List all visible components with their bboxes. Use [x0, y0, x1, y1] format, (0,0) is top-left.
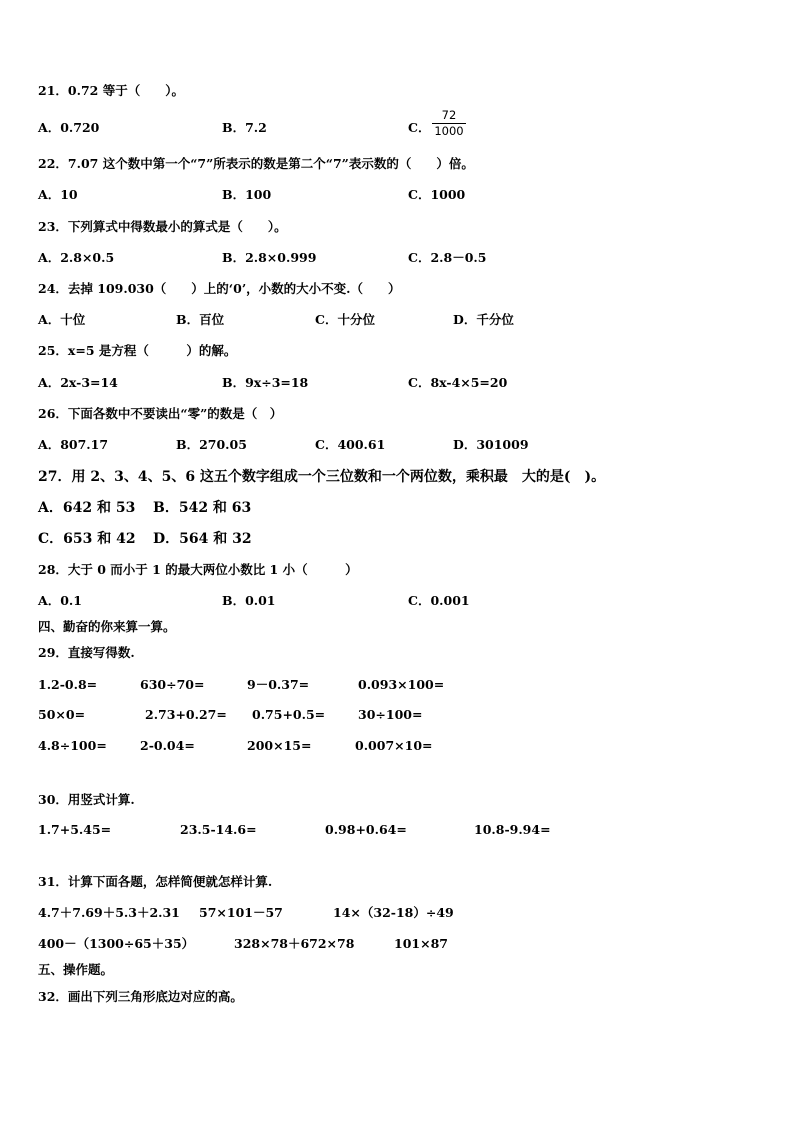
q27-option-c: C．653 和 42: [38, 531, 136, 547]
q31-item: 4.7＋7.69＋5.3＋2.31: [38, 905, 180, 920]
q27-option-b: B．542 和 63: [153, 500, 252, 516]
section-four-heading: 四、勤奋的你来算一算。: [38, 619, 176, 634]
q29-item: 200×15=: [247, 738, 312, 753]
q31-item: 328×78＋672×78: [234, 936, 355, 951]
q25-option-a: A．2x-3=14: [38, 375, 118, 390]
q27-option-a: A．642 和 53: [38, 500, 136, 516]
q24-option-a: A．十位: [38, 312, 86, 327]
q26-option-b: B．270.05: [176, 437, 247, 452]
q29-item: 0.007×10=: [355, 738, 433, 753]
q29-item: 30÷100=: [358, 707, 423, 722]
q29-item: 1.2-0.8=: [38, 677, 98, 692]
q30-stem: 30．用竖式计算.: [38, 792, 135, 807]
q28-option-a: A．0.1: [38, 593, 82, 608]
fraction-denominator: 1000: [434, 124, 464, 138]
q25-option-c: C．8x-4×5=20: [408, 375, 508, 390]
q21-option-c-fraction: [432, 109, 466, 138]
q29-stem: 29．直接写得数.: [38, 645, 135, 660]
q28-option-b: B．0.01: [222, 593, 276, 608]
q22-option-a: A．10: [38, 187, 78, 202]
section-five-heading: 五、操作题。: [38, 962, 114, 977]
q25-option-b: B．9x÷3=18: [222, 375, 309, 390]
q30-item: 10.8-9.94=: [474, 822, 551, 837]
q25-stem: 25．x=5 是方程（ ）的解。: [38, 343, 237, 358]
q30-item: 1.7+5.45=: [38, 822, 112, 837]
q29-item: 2.73+0.27=: [145, 707, 227, 722]
q23-option-b: B．2.8×0.999: [222, 250, 317, 265]
q31-item: 101×87: [394, 936, 448, 951]
q31-item: 57×101－57: [199, 905, 283, 920]
q24-option-b: B．百位: [176, 312, 225, 327]
q22-option-b: B．100: [222, 187, 272, 202]
q29-item: 0.093×100=: [358, 677, 445, 692]
q29-item: 4.8÷100=: [38, 738, 107, 753]
q30-item: 0.98+0.64=: [325, 822, 407, 837]
q21-stem: 21．0.72 等于（ ）。: [38, 83, 184, 98]
fraction-numerator: 72: [441, 108, 457, 122]
q26-stem: 26．下面各数中不要读出“零”的数是（ ）: [38, 406, 283, 421]
q28-stem: 28．大于 0 而小于 1 的最大两位小数比 1 小（ ）: [38, 562, 358, 577]
q21-option-a: A．0.720: [38, 120, 100, 135]
q21-option-b: B．7.2: [222, 120, 267, 135]
q23-stem: 23．下列算式中得数最小的算式是（ ）。: [38, 219, 287, 234]
q29-item: 0.75+0.5=: [252, 707, 326, 722]
q31-item: 400－（1300÷65＋35）: [38, 936, 195, 951]
q30-item: 23.5-14.6=: [180, 822, 257, 837]
q29-item: 50×0=: [38, 707, 86, 722]
q24-option-c: C．十分位: [315, 312, 375, 327]
q22-option-c: C．1000: [408, 187, 466, 202]
q21-option-c-label: C．: [408, 120, 431, 135]
q29-item: 2-0.04=: [140, 738, 195, 753]
q26-option-a: A．807.17: [38, 437, 109, 452]
q26-option-c: C．400.61: [315, 437, 386, 452]
q32-stem: 32．画出下列三角形底边对应的高。: [38, 989, 243, 1004]
q31-stem: 31．计算下面各题，怎样简便就怎样计算.: [38, 874, 273, 889]
q29-item: 630÷70=: [140, 677, 205, 692]
q24-option-d: D．千分位: [453, 312, 514, 327]
q23-option-a: A．2.8×0.5: [38, 250, 115, 265]
q22-stem: 22．7.07 这个数中第一个“7”所表示的数是第二个“7”表示数的（ ）倍。: [38, 156, 474, 171]
q26-option-d: D．301009: [453, 437, 529, 452]
q27-option-d: D．564 和 32: [153, 531, 252, 547]
q27-stem: 27．用 2、3、4、5、6 这五个数字组成一个三位数和一个两位数，乘积最 大的是( )。: [38, 469, 606, 485]
q24-stem: 24．去掉 109.030（ ）上的‘0’，小数的大小不变.（ ）: [38, 281, 401, 296]
q31-item: 14×（32-18）÷49: [333, 905, 454, 920]
q29-item: 9－0.37=: [247, 677, 310, 692]
q23-option-c: C．2.8－0.5: [408, 250, 487, 265]
q28-option-c: C．0.001: [408, 593, 470, 608]
